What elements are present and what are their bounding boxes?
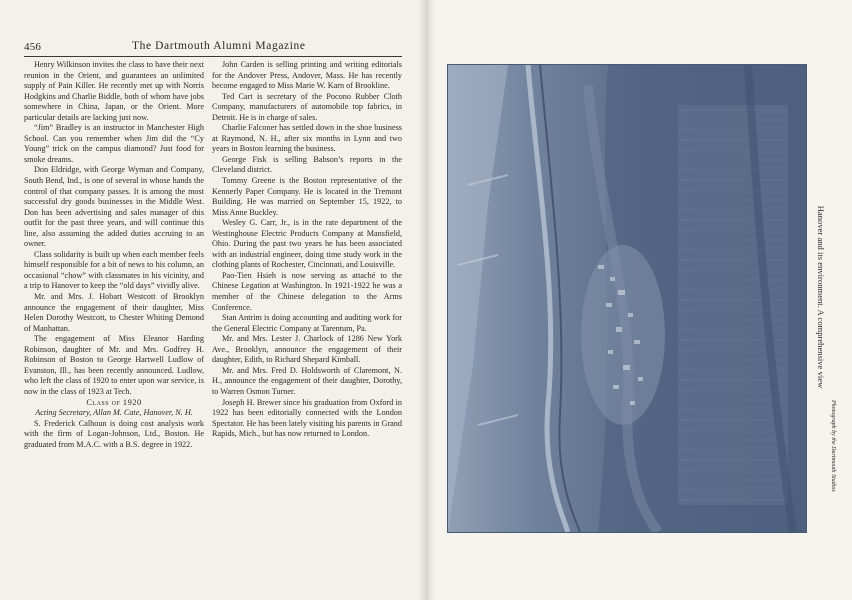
- paragraph: The engagement of Miss Eleanor Harding Robinson, daughter of Mr. and Mrs. Godfrey H. Robinson of Boston to George Hartwell Ludlow of Evanston, Ill., has been recently announced. Ludlow, who left the class of 1920 to enter upon war service, is now in the class of 1923 at Tech.: [24, 334, 204, 396]
- book-gutter: [418, 0, 436, 600]
- paragraph: Ted Cart is secretary of the Pocono Rubber Cloth Company, manufacturers of automobile top fabrics, in Detroit. He is in charge of sales.: [212, 91, 402, 122]
- page-number: 456: [24, 41, 42, 53]
- page-header: [24, 40, 402, 57]
- running-title: The Dartmouth Alumni Magazine: [132, 40, 306, 52]
- right-column: [212, 60, 402, 440]
- photo-caption-text: Hanover and its environment. A comprehensive view: [816, 205, 826, 389]
- photo-credit-text: Photograph by the Dartmouth Studios: [830, 400, 836, 492]
- paragraph: George Fisk is selling Babson’s reports in the Cleveland district.: [212, 154, 402, 175]
- paragraph: “Jim” Bradley is an instructor in Manchester High School. Can you remember when Jim did the “Cy Young” trick on the campus diamond? Just food for smoke dreams.: [24, 123, 204, 164]
- paragraph: Tommy Greene is the Boston representative of the Kennerly Paper Company. He is located in the Tremont Building. He was married on September 15, 1922, to Miss Anne Buckley.: [212, 176, 402, 217]
- paragraph: Don Eldridge, with George Wyman and Company, South Bend, Ind., is one of several in whose hands the control of that company passes. It is among the most successful dry goods businesses in the Middle West. Don has been advertising and sales manager of this outfit for the past three years, and will continue this line, also assuming the added duties accruing to an owner.: [24, 165, 204, 249]
- paragraph: Joseph H. Brewer since his graduation from Oxford in 1922 has been editorially connected with the London Spectator. He has been lately visiting his parents in Grand Rapids, Mich., but has now returned to London.: [212, 397, 402, 439]
- photo-credit: [826, 400, 836, 580]
- aerial-photo-graphic: [448, 65, 806, 532]
- paragraph: Class solidarity is built up when each member feels himself responsible for a bit of news to his column, an occasional “chow” with classmates in his vicinity, and a trip to Hanover to keep the “old days” vividly alive.: [24, 249, 204, 291]
- paragraph: Stan Antrim is doing accounting and auditing work for the General Electric Company at Tarentum, Pa.: [212, 313, 402, 333]
- section-heading: Class of 1920: [86, 397, 142, 407]
- paragraph: Mr. and Mrs. Lester J. Charlock of 1286 New York Ave., Brooklyn, announce the engagement of their daughter, Edith, to Richard Shepard Kimball.: [212, 334, 402, 365]
- secretary-line: Acting Secretary, Allan M. Cate, Hanover, N. H.: [35, 408, 193, 418]
- left-column: [24, 60, 204, 450]
- paragraph: Wesley G. Carr, Jr., is in the rate department of the Westinghouse Electric Products Company at Mansfield, Ohio. During the past two years he has been associated with an industrial engineer, doing time study work in the clothing plants of Rochester, Cincinnati, and Louisville.: [212, 218, 402, 270]
- aerial-photograph: [447, 64, 807, 533]
- paragraph: Mr. and Mrs. J. Hobart Westcott of Brooklyn announce the engagement of their daughter, Miss Helen Dorothy Westcott, to Chester Whiting Demond of Manhattan.: [24, 292, 204, 333]
- paragraph: Henry Wilkinson invites the class to have their next reunion in the Orient, and guarantees an unlimited supply of Pain Killer. He recently met up with Norris Hodgkins and Charlie Biddle, both of whom have jobs somewhere in China, Japan, or the Orient. More particular details are lacking just now.: [24, 60, 204, 122]
- paragraph: Charlie Falconer has settled down in the shoe business at Raymond, N. H., after six months in Lynn and two years in Boston learning the business.: [212, 123, 402, 154]
- paragraph: Pao-Tien Hsieh is now serving as attaché to the Chinese Legation at Washington. In 1921-1922 he was a member of the Chinese delegation to the Arms Conference.: [212, 270, 402, 312]
- paragraph: S. Frederick Calhoun is doing cost analysis work with the firm of Logan-Johnson, Ltd., Boston. He graduated from M.A.C. with a B.S. degree in 1922.: [24, 418, 204, 449]
- photo-caption: [812, 62, 826, 532]
- paragraph: John Carden is selling printing and writing editorials for the Andover Press, Andover, Mass. He has recently become engaged to Miss Marie W. Karn of Brookline.: [212, 60, 402, 91]
- paragraph: Mr. and Mrs. Fred D. Holdsworth of Claremont, N. H., announce the engagement of their daughter, Dorothy, to Warren Osmon Turner.: [212, 365, 402, 396]
